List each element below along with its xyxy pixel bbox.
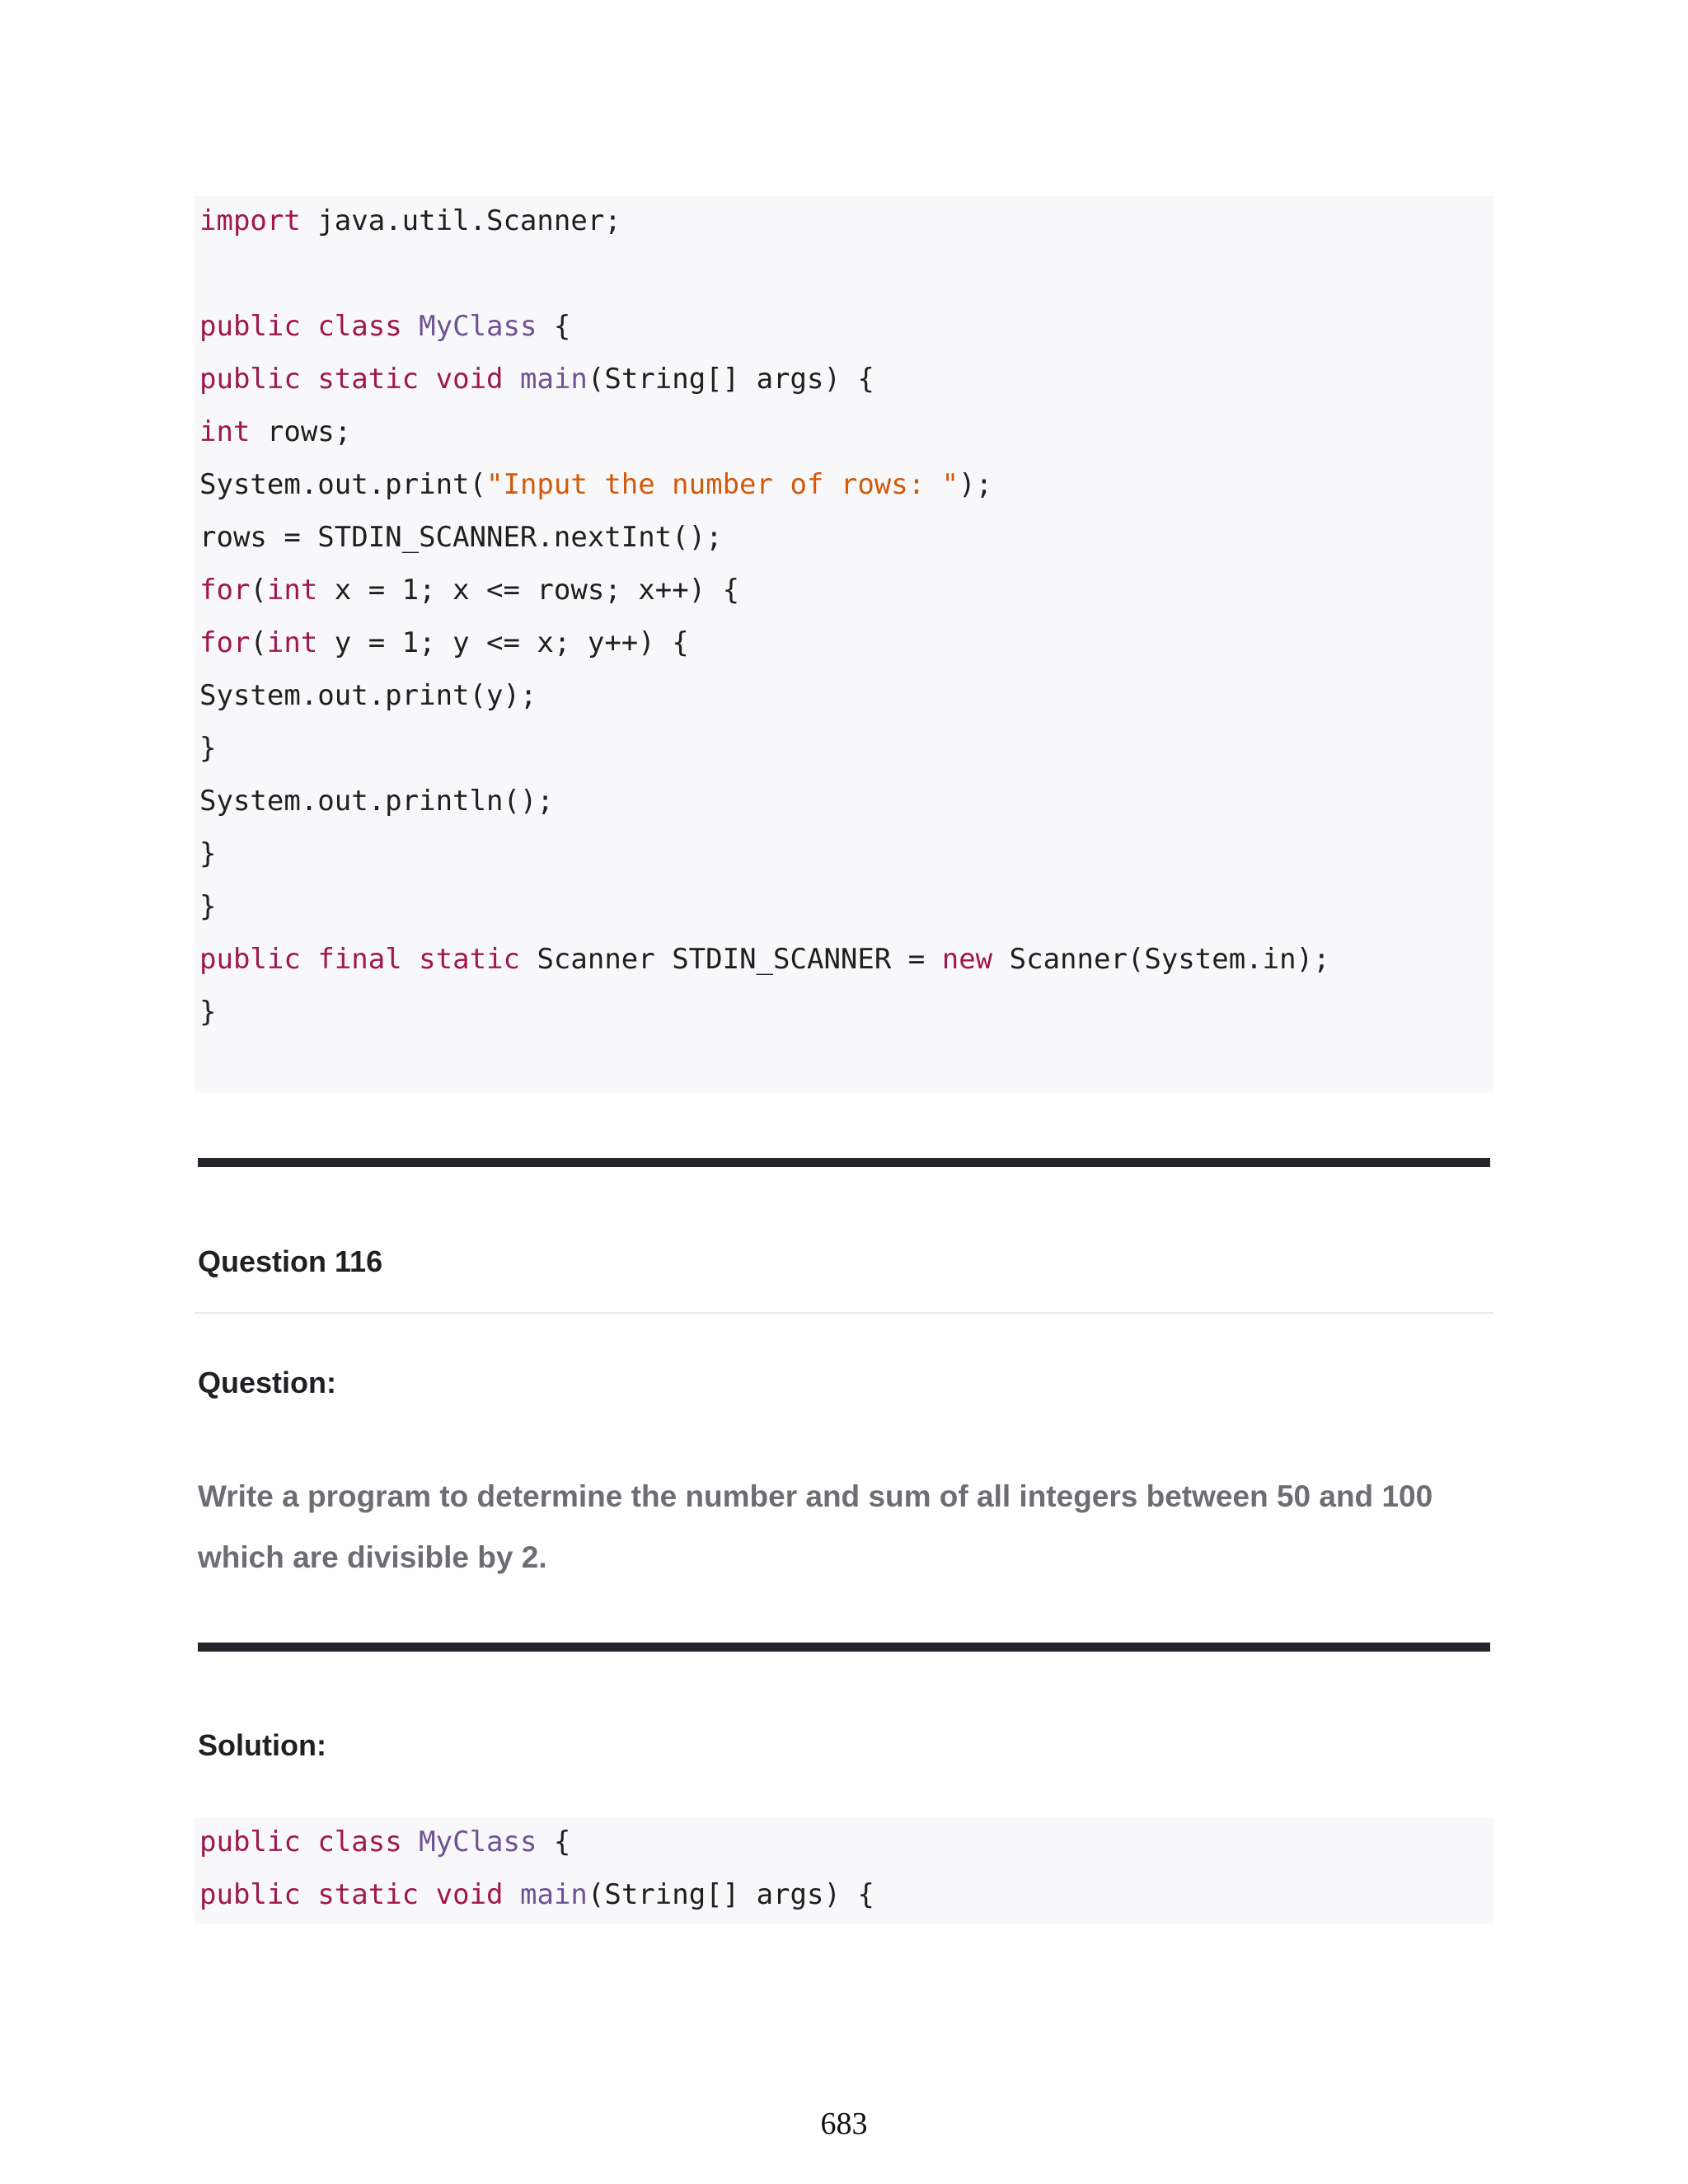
code-token: public: [199, 1825, 301, 1858]
code-block-previous-solution: [195, 196, 1493, 1093]
code-token: {: [537, 310, 571, 343]
code-token: [301, 310, 317, 343]
code-token: [301, 363, 317, 396]
code-token: void: [435, 1878, 504, 1911]
page-number: 683: [820, 2107, 868, 2141]
code-token: void: [435, 363, 504, 396]
code-token: [402, 1825, 419, 1858]
code-token: rows = STDIN_SCANNER.nextInt();: [199, 521, 723, 554]
code-token: main: [520, 363, 588, 396]
code-token: for: [199, 574, 251, 607]
question-label: Question:: [198, 1366, 336, 1399]
code-block-solution: [195, 1817, 1493, 1924]
code-token: import: [199, 204, 301, 237]
code-line: [199, 986, 216, 1038]
code-token: class: [317, 1825, 402, 1858]
code-line: [199, 564, 739, 616]
code-token: }: [199, 890, 217, 923]
code-line: [199, 722, 216, 775]
code-token: [419, 1878, 435, 1911]
question-text: Write a program to determine the number and sum of all integers between 50 and 100 which are divisible by 2.: [198, 1479, 1433, 1574]
question-number-heading: Question 116: [198, 1244, 383, 1278]
code-line: [199, 775, 554, 827]
code-token: public: [199, 363, 301, 396]
code-token: [504, 1878, 520, 1911]
code-line: [199, 458, 992, 511]
code-token: rows;: [250, 415, 352, 448]
code-token: }: [199, 732, 217, 765]
code-token: int: [266, 574, 318, 607]
code-token: [419, 363, 435, 396]
code-token: (String[] args) {: [587, 1878, 874, 1911]
code-token: MyClass: [419, 1825, 537, 1858]
code-line: [199, 616, 689, 669]
code-token: [301, 943, 317, 976]
code-line: [199, 405, 351, 458]
code-line: [199, 1816, 570, 1868]
code-token: static: [317, 363, 420, 396]
code-token: public: [199, 1878, 301, 1911]
code-token: for: [199, 626, 251, 659]
code-line: [199, 669, 537, 722]
code-line: [199, 194, 621, 247]
code-token: int: [266, 626, 318, 659]
code-token: java.util.Scanner;: [300, 204, 621, 237]
code-token: final: [317, 943, 402, 976]
code-line: [199, 300, 570, 353]
code-token: [504, 363, 520, 396]
code-line: [199, 1868, 874, 1921]
section-divider: [198, 1158, 1490, 1167]
code-token: [301, 1878, 317, 1911]
code-token: (: [250, 626, 267, 659]
code-token: static: [419, 943, 520, 976]
code-line: [199, 880, 216, 933]
code-token: );: [959, 468, 993, 501]
code-token: public: [199, 310, 301, 343]
code-token: System.out.print(y);: [199, 679, 537, 712]
code-token: "Input the number of rows: ": [486, 468, 959, 501]
code-token: [402, 310, 419, 343]
code-token: public: [199, 943, 301, 976]
solution-label: Solution:: [198, 1728, 326, 1762]
code-token: {: [537, 1825, 571, 1858]
code-token: }: [199, 837, 217, 870]
heading-underline: [195, 1312, 1493, 1314]
code-token: Scanner STDIN_SCANNER =: [519, 943, 942, 976]
code-token: }: [199, 996, 217, 1029]
section-divider: [198, 1643, 1490, 1652]
code-token: main: [520, 1878, 588, 1911]
code-token: Scanner(System.in);: [992, 943, 1330, 976]
code-token: System.out.println();: [199, 785, 554, 818]
code-line: [199, 933, 1330, 986]
code-token: (String[] args) {: [587, 363, 874, 396]
code-token: static: [317, 1878, 420, 1911]
code-line: [199, 827, 216, 880]
code-token: (: [250, 574, 267, 607]
code-token: x = 1; x <= rows; x++) {: [317, 574, 740, 607]
code-token: MyClass: [419, 310, 537, 343]
code-token: new: [941, 943, 993, 976]
code-token: System.out.print(: [199, 468, 486, 501]
code-token: class: [317, 310, 402, 343]
code-token: [301, 1825, 317, 1858]
code-token: int: [199, 415, 251, 448]
code-token: [402, 943, 419, 976]
code-token: y = 1; y <= x; y++) {: [317, 626, 689, 659]
code-line: [199, 353, 874, 405]
code-line: [199, 511, 723, 564]
